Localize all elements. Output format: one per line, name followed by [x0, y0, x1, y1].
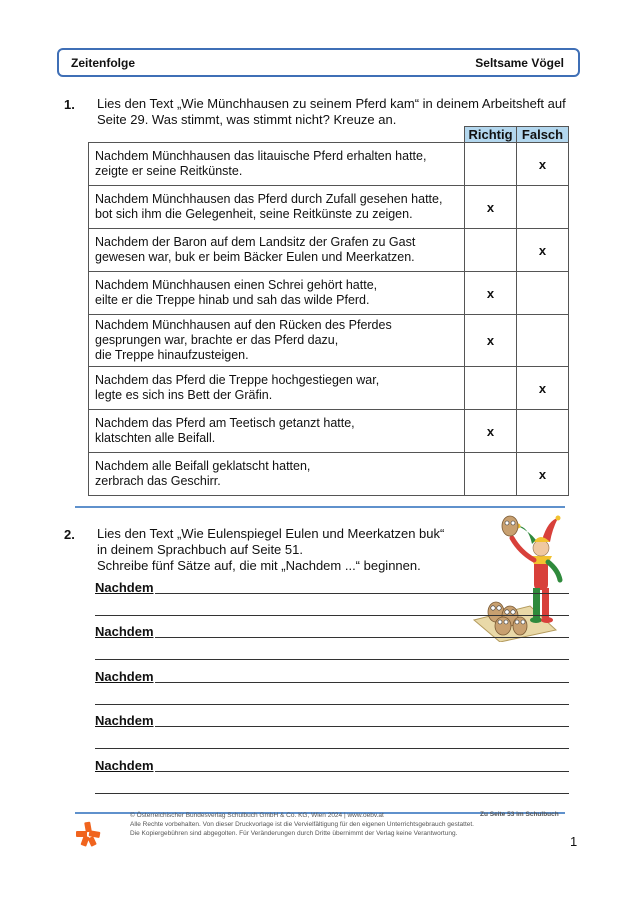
- falsch-checkbox[interactable]: [517, 315, 569, 367]
- answer-label: Nachdem: [95, 580, 154, 595]
- copyright-line1: © Österreichischer Bundesverlag Schulbuch GmbH & Co. KG, Wien 2024 | www.oebv.at: [130, 812, 384, 819]
- true-false-table: [88, 126, 569, 496]
- statement-line: klatschten alle Beifall.: [95, 431, 216, 445]
- statement-line: zerbrach das Geschirr.: [95, 474, 221, 488]
- statement-line: bot sich ihm die Gelegenheit, seine Reitkünste zu zeigen.: [95, 207, 413, 221]
- table-row: [89, 410, 569, 453]
- task2-instruction-line1: Lies den Text „Wie Eulenspiegel Eulen und Meerkatzen buk“: [97, 526, 445, 541]
- statement-cell: [89, 367, 465, 410]
- answer-writing-line[interactable]: [155, 726, 569, 727]
- answer-label: Nachdem: [95, 713, 154, 728]
- page-number: 1: [570, 834, 578, 849]
- answer-label: Nachdem: [95, 669, 154, 684]
- statement-line: Nachdem das Pferd am Teetisch getanzt hatte,: [95, 416, 355, 430]
- richtig-checkbox[interactable]: [465, 143, 517, 186]
- richtig-checkbox[interactable]: [465, 453, 517, 496]
- statement-line: Nachdem alle Beifall geklatscht hatten,: [95, 459, 311, 473]
- statement-line: Nachdem Münchhausen auf den Rücken des Pferdes: [95, 318, 392, 332]
- header-topic: Zeitenfolge: [71, 55, 136, 70]
- statement-cell: [89, 272, 465, 315]
- answer-label: Nachdem: [95, 624, 154, 639]
- schoolbook-reference: Zu Seite 53 im Schulbuch: [480, 811, 559, 818]
- task1-instruction-line2: Seite 29. Was stimmt, was stimmt nicht? Kreuze an.: [97, 112, 397, 127]
- eulenspiegel-jester-illustration: [470, 512, 570, 642]
- statement-cell: [89, 315, 465, 367]
- statement-line: eilte er die Treppe hinab und sah das wilde Pferd.: [95, 293, 370, 307]
- answer-writing-line[interactable]: [95, 615, 569, 616]
- task2-instruction-line2: in deinem Sprachbuch auf Seite 51.: [97, 542, 303, 557]
- answer-writing-line[interactable]: [155, 637, 569, 638]
- answer-writing-line[interactable]: [155, 682, 569, 683]
- richtig-checkbox[interactable]: x: [465, 272, 517, 315]
- table-row: [89, 453, 569, 496]
- answer-writing-line[interactable]: [95, 659, 569, 660]
- richtig-checkbox[interactable]: x: [465, 186, 517, 229]
- header-unit: Seltsame Vögel: [475, 55, 564, 70]
- richtig-checkbox[interactable]: [465, 367, 517, 410]
- task1-number: 1.: [64, 97, 75, 112]
- statement-line: gesprungen war, brachte er das Pferd dazu,: [95, 333, 339, 347]
- table-row: [89, 229, 569, 272]
- falsch-checkbox[interactable]: [517, 410, 569, 453]
- worksheet-header: [57, 48, 580, 77]
- column-header-richtig: Richtig: [465, 127, 517, 143]
- statement-cell: [89, 410, 465, 453]
- table-corner: [89, 127, 465, 143]
- task2-number: 2.: [64, 527, 75, 542]
- table-row: [89, 186, 569, 229]
- answer-writing-line[interactable]: [95, 704, 569, 705]
- answer-writing-line[interactable]: [95, 793, 569, 794]
- task1-instruction: [97, 96, 566, 128]
- statement-line: Nachdem Münchhausen das litauische Pferd erhalten hatte,: [95, 149, 427, 163]
- statement-cell: [89, 186, 465, 229]
- table-row: [89, 272, 569, 315]
- task1-instruction-line1: Lies den Text „Wie Münchhausen zu seinem Pferd kam“ in deinem Arbeitsheft auf: [97, 96, 566, 111]
- answer-writing-line[interactable]: [155, 771, 569, 772]
- statement-line: Nachdem Münchhausen das Pferd durch Zufall gesehen hatte,: [95, 192, 443, 206]
- column-header-falsch: Falsch: [517, 127, 569, 143]
- copyright-line3: Die Kopiergebühren sind abgegolten. Für Veränderungen durch Dritte übernimmt der Verlag keine Verantwortung.: [130, 830, 458, 837]
- richtig-checkbox[interactable]: x: [465, 410, 517, 453]
- falsch-checkbox[interactable]: x: [517, 143, 569, 186]
- section-divider: [75, 506, 565, 508]
- statement-line: Nachdem der Baron auf dem Landsitz der Grafen zu Gast: [95, 235, 416, 249]
- falsch-checkbox[interactable]: [517, 186, 569, 229]
- publisher-logo: [74, 820, 102, 848]
- task2-instruction: [97, 526, 444, 574]
- statement-line: gewesen war, buk er beim Bäcker Eulen und Meerkatzen.: [95, 250, 415, 264]
- statement-line: Nachdem das Pferd die Treppe hochgestiegen war,: [95, 373, 380, 387]
- falsch-checkbox[interactable]: x: [517, 367, 569, 410]
- answer-writing-line[interactable]: [155, 593, 569, 594]
- statement-cell: [89, 453, 465, 496]
- statement-line: zeigte er seine Reitkünste.: [95, 164, 243, 178]
- statement-cell: [89, 229, 465, 272]
- statement-cell: [89, 143, 465, 186]
- answer-writing-line[interactable]: [95, 748, 569, 749]
- answer-label: Nachdem: [95, 758, 154, 773]
- falsch-checkbox[interactable]: x: [517, 453, 569, 496]
- statement-line: Nachdem Münchhausen einen Schrei gehört hatte,: [95, 278, 378, 292]
- statement-line: die Treppe hinaufzusteigen.: [95, 348, 249, 362]
- task2-instruction-line3: Schreibe fünf Sätze auf, die mit „Nachdem ...“ beginnen.: [97, 558, 421, 573]
- table-row: [89, 315, 569, 367]
- falsch-checkbox[interactable]: [517, 272, 569, 315]
- table-row: [89, 143, 569, 186]
- statement-line: legte es sich ins Bett der Gräfin.: [95, 388, 273, 402]
- falsch-checkbox[interactable]: x: [517, 229, 569, 272]
- richtig-checkbox[interactable]: x: [465, 315, 517, 367]
- copyright-line2: Alle Rechte vorbehalten. Von dieser Druckvorlage ist die Vervielfältigung für den eigenen Unterrichtsgebrauch gestattet.: [130, 821, 474, 828]
- table-row: [89, 367, 569, 410]
- richtig-checkbox[interactable]: [465, 229, 517, 272]
